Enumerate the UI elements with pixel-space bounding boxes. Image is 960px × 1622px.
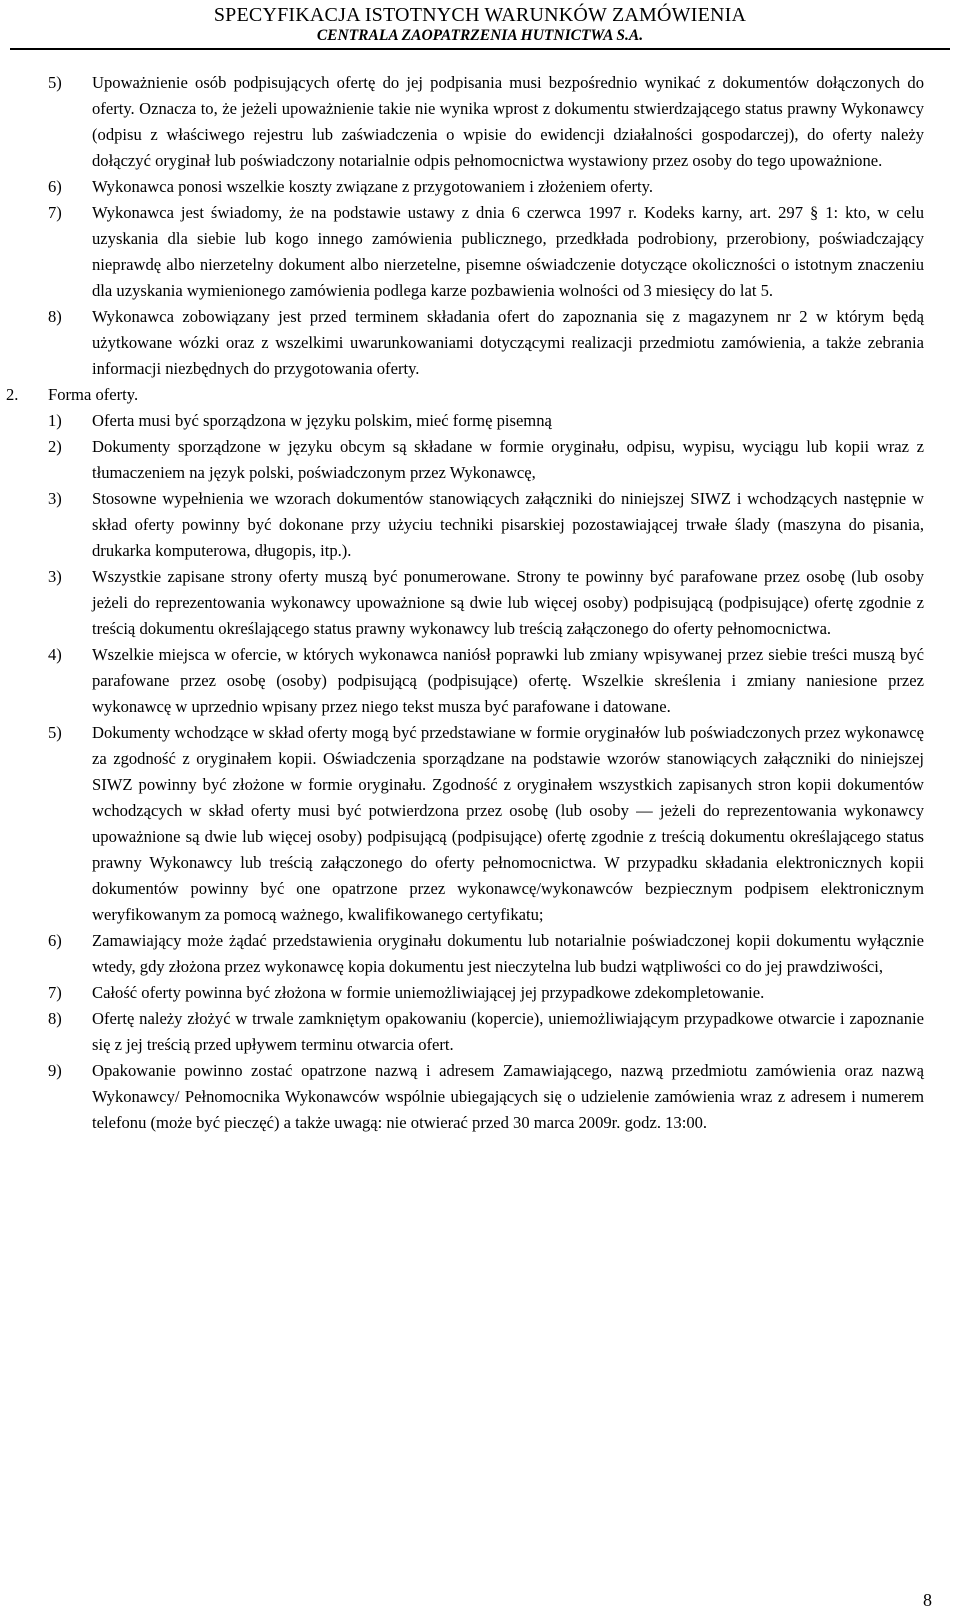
item-text: Zamawiający może żądać przedstawienia oryginału dokumentu lub notarialnie poświadczonej kopii dokumentu wyłącznie wtedy, gdy złożona przez wykonawcę kopia dokumentu jest nieczytelna lub budzi wątpliwości co do jej prawdziwości,: [92, 931, 924, 976]
item-text: Wykonawca ponosi wszelkie koszty związane z przygotowaniem i złożeniem oferty.: [92, 177, 653, 196]
item-text: Upoważnienie osób podpisujących ofertę do jej podpisania musi bezpośrednio wynikać z dokumentów dołączonych do oferty. Oznacza to, że jeżeli upoważnienie takie nie wynika wprost z dokumentu stwierdzającego status prawny Wykonawcy (odpisu z właściwego rejestru lub zaświadczenia o wpisie do ewidencji działalności gospodarczej), do oferty należy dołączyć oryginał lub poświadczony notarialnie odpis pełnomocnictwa wystawiony przez osoby do tego upoważnione.: [92, 73, 924, 170]
item-number: 3): [48, 489, 62, 508]
page-number: 8: [923, 1590, 932, 1610]
item-number: 6): [48, 177, 62, 196]
list-item: [48, 434, 924, 486]
item-text: Oferta musi być sporządzona w języku polskim, mieć formę pisemną: [92, 411, 552, 430]
list-item: [48, 408, 924, 434]
item-number: 8): [48, 307, 62, 326]
item-number: 7): [48, 983, 62, 1002]
item-text: Wykonawca zobowiązany jest przed terminem składania ofert do zapoznania się z magazynem nr 2 w którym będą użytkowane wózki oraz z wszelkimi uwarunkowaniami dotyczącymi realizacji przedmiotu zamówienia, a także zebrania informacji niezbędnych do przygotowania oferty.: [92, 307, 924, 378]
section-heading: [6, 382, 924, 408]
list-item: [48, 720, 924, 928]
item-text: Wszystkie zapisane strony oferty muszą być ponumerowane. Strony te powinny być parafowane przez osobę (lub osoby jeżeli do reprezentowania wykonawcy upoważnione są dwie lub więcej osoby) podpisującą (podpisujące) ofertę zgodnie z treścią dokumentu określającego status prawny wykonawcy lub treścią załączonego do oferty pełnomocnictwa.: [92, 567, 924, 638]
list-item: [48, 1058, 924, 1136]
item-number: 2): [48, 437, 62, 456]
item-number: 7): [48, 203, 62, 222]
list-item: [48, 200, 924, 304]
item-text: Stosowne wypełnienia we wzorach dokumentów stanowiących załączniki do niniejszej SIWZ i wchodzących następnie w skład oferty powinny być dokonane przy użyciu techniki pisarskiej pozostawiającej trwałe ślady (maszyna do pisania, drukarka komputerowa, długopis, itp.).: [92, 489, 924, 560]
section-title: Forma oferty.: [48, 385, 139, 404]
item-number: 4): [48, 645, 62, 664]
item-number: 5): [48, 73, 62, 92]
list-item: [48, 980, 924, 1006]
item-text: Wykonawca jest świadomy, że na podstawie ustawy z dnia 6 czerwca 1997 r. Kodeks karny, art. 297 § 1: kto, w celu uzyskania dla siebie lub kogo innego zamówienia publicznego, przedkłada podrobiony, przerobiony, poświadczający nieprawdę albo nierzetelny dokument albo nierzetelne, pisemne oświadczenie dotyczące okoliczności o istotnym znaczeniu dla uzyskania wymienionego zamówienia podlega karze pozbawienia wolności od 3 miesięcy do lat 5.: [92, 203, 924, 300]
header-divider: [10, 48, 950, 50]
list-item: [48, 642, 924, 720]
item-text: Dokumenty sporządzone w języku obcym są składane w formie oryginału, odpisu, wypisu, wyciągu lub kopii wraz z tłumaczeniem na język polski, poświadczonym przez Wykonawcę,: [92, 437, 924, 482]
page-header: [0, 0, 960, 52]
item-text: Wszelkie miejsca w ofercie, w których wykonawca naniósł poprawki lub zmiany wpisywanej przez siebie treści muszą być parafowane przez osobę (osoby) podpisującą (podpisujące) ofertę. Wszelkie skreślenia i zmiany naniesione przez wykonawcę w uprzednio wpisany przez niego tekst musza być parafowane i datowane.: [92, 645, 924, 716]
list-item: [48, 304, 924, 382]
list-item: [48, 70, 924, 174]
item-number: 3): [48, 567, 62, 586]
list-item: [48, 174, 924, 200]
list-item: [48, 564, 924, 642]
item-number: 1): [48, 411, 62, 430]
document-title: SPECYFIKACJA ISTOTNYCH WARUNKÓW ZAMÓWIENIA: [213, 4, 747, 26]
section-number: 2.: [6, 385, 19, 404]
item-text: Całość oferty powinna być złożona w formie uniemożliwiającej jej przypadkowe zdekompletowanie.: [92, 983, 765, 1002]
item-number: 6): [48, 931, 62, 950]
item-text: Dokumenty wchodzące w skład oferty mogą być przedstawiane w formie oryginałów lub poświadczonych przez wykonawcę za zgodność z oryginałem kopii. Oświadczenia sporządzane na podstawie wzorów stanowiących załączniki do niniejszej SIWZ powinny być złożone w formie oryginału. Zgodność z oryginałem wszystkich zapisanych stron kopii dokumentów wchodzących w skład oferty musi być potwierdzona przez osobę (lub osoby — jeżeli do reprezentowania wykonawcy upoważnione są dwie lub więcej osoby) podpisującą (podpisujące) ofertę zgodnie z treścią dokumentu określającego status prawny Wykonawcy lub treścią załączonego do oferty pełnomocnictwa. W przypadku składania elektronicznych kopii dokumentów powinny być one opatrzone przez wykonawcę/wykonawców bezpiecznym podpisem elektronicznym weryfikowanym za pomocą ważnego, kwalifikowanego certyfikatu;: [92, 723, 924, 924]
list-item: [48, 486, 924, 564]
item-text: Opakowanie powinno zostać opatrzone nazwą i adresem Zamawiającego, nazwą przedmiotu zamówienia oraz nazwą Wykonawcy/ Pełnomocnika Wykonawców wspólnie ubiegających się o udzielenie zamówienia wraz z adresem i numerem telefonu (może być pieczęć) a także uwagą: nie otwierać przed 30 marca 2009r. godz. 13:00.: [92, 1061, 924, 1132]
list-item: [48, 1006, 924, 1058]
item-number: 9): [48, 1061, 62, 1080]
item-text: Ofertę należy złożyć w trwale zamkniętym opakowaniu (kopercie), uniemożliwiającym przypadkowe otwarcie i zapoznanie się z jej treścią przed upływem terminu otwarcia ofert.: [92, 1009, 924, 1054]
document-body: [6, 70, 924, 1136]
company-name: CENTRALA ZAOPATRZENIA HUTNICTWA S.A.: [316, 27, 644, 44]
list-item: [48, 928, 924, 980]
item-number: 8): [48, 1009, 62, 1028]
item-number: 5): [48, 723, 62, 742]
